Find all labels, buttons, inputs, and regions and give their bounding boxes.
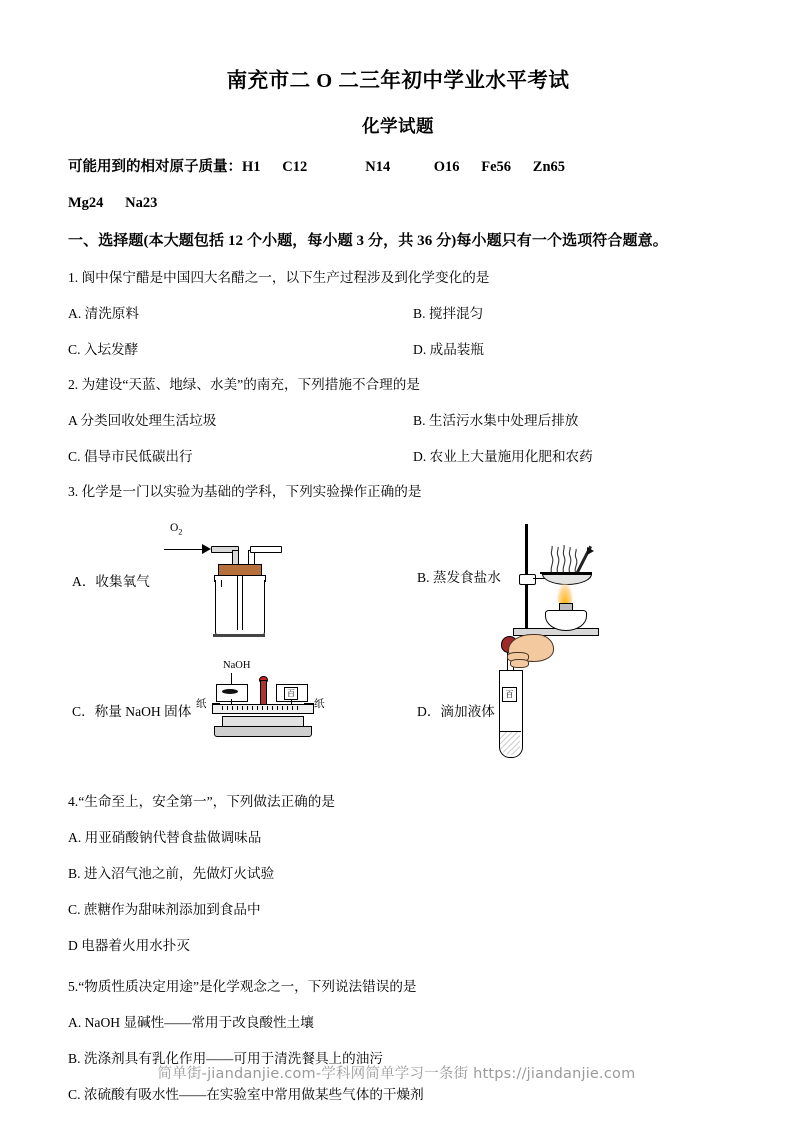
section-header-multiple-choice: 一、选择题(本大题包括 12 个小题，每小题 3 分，共 36 分)每小题只有一个选项符合题意。 — [68, 233, 668, 250]
paper-label-left: 纸 — [196, 698, 207, 710]
finger-icon-2 — [510, 659, 529, 668]
question-3 — [68, 482, 728, 774]
oxygen-collection-apparatus-icon — [164, 522, 296, 640]
o2-gas-label — [170, 522, 182, 536]
question-5-options — [68, 1013, 728, 1104]
atomic-mass-line-2: Mg24 Na23 — [68, 195, 158, 212]
question-1-option-c[interactable]: C. 入坛发酵 — [68, 341, 139, 357]
question-4-option-d[interactable]: D 电器着火用水扑灭 — [68, 937, 190, 953]
o2-symbol: O — [170, 521, 179, 534]
question-1-options-row-2 — [68, 340, 728, 359]
question-2-options-row-2 — [68, 447, 728, 466]
naoh-sample-label: NaOH — [223, 659, 251, 671]
question-4-option-c[interactable]: C. 蔗糖作为甜味剂添加到食品中 — [68, 901, 261, 917]
question-1-option-b[interactable]: B. 搅拌混匀 — [413, 305, 484, 321]
question-1-option-d[interactable]: D. 成品装瓶 — [413, 341, 484, 357]
question-1 — [68, 268, 728, 359]
test-tube-liquid-level-icon — [499, 731, 521, 732]
o2-subscript: 2 — [178, 527, 183, 537]
question-4 — [68, 792, 728, 955]
page-content — [68, 0, 728, 1104]
question-4-option-a[interactable]: A. 用亚硝酸钠代替食盐做调味品 — [68, 829, 262, 845]
stand-clamp-icon — [519, 574, 536, 585]
test-tube-mark-icon: 百 — [502, 687, 517, 702]
outlet-tube-icon — [250, 546, 282, 553]
question-4-stem: 4.“生命至上，安全第一”，下列做法正确的是 — [68, 793, 335, 809]
balance-base-icon — [214, 726, 312, 737]
question-3-stem: 3. 化学是一门以实验为基础的学科，下列实验操作正确的是 — [68, 483, 422, 499]
question-5 — [68, 977, 728, 1104]
question-3-figure-row-1 — [68, 518, 728, 658]
question-2-option-b[interactable]: B. 生活污水集中处理后排放 — [413, 412, 579, 428]
test-tube-liquid-icon — [500, 732, 520, 755]
question-5-stem: 5.“物质性质决定用途”是化学观念之一，下列说法错误的是 — [68, 978, 417, 994]
question-1-option-a[interactable]: A. 清洗原料 — [68, 305, 139, 321]
question-1-stem: 1. 阆中保宁醋是中国四大名醋之一，以下生产过程涉及到化学变化的是 — [68, 269, 490, 285]
question-3-option-b-label[interactable]: B. 蒸发食盐水 — [417, 569, 501, 585]
atomic-mass-line-1: 可能用到的相对原子质量：H1 C12 N14 O16 Fe56 Zn65 — [68, 159, 566, 176]
question-5-option-a[interactable]: A. NaOH 显碱性——常用于改良酸性土壤 — [68, 1014, 314, 1030]
atomic-mass-block — [68, 160, 728, 212]
question-3-option-d-label[interactable]: D．滴加液体 — [417, 703, 495, 719]
question-4-options — [68, 828, 728, 955]
question-3-option-a-label[interactable]: A．收集氧气 — [72, 573, 150, 589]
glass-rod-tip-icon — [587, 547, 594, 555]
bottle-base-icon — [213, 634, 265, 637]
question-2 — [68, 375, 728, 466]
question-5-option-b[interactable]: B. 洗涤剂具有乳化作用——可用于清洗餐具上的油污 — [68, 1050, 383, 1066]
question-3-option-c-label[interactable]: C．称量 NaOH 固体 — [72, 703, 192, 719]
question-2-option-a[interactable]: A 分类回收处理生活垃圾 — [68, 412, 217, 428]
question-2-stem: 2. 为建设“天蓝、地绿、水美”的南充，下列措施不合理的是 — [68, 376, 420, 392]
question-5-option-c[interactable]: C. 浓硫酸有吸水性——在实验室中常用做某些气体的干燥剂 — [68, 1086, 424, 1102]
page-subtitle: 化学试题 — [362, 115, 434, 136]
evaporation-apparatus-icon — [509, 520, 619, 640]
question-4-option-b[interactable]: B. 进入沼气池之前，先做灯火试验 — [68, 865, 275, 881]
balance-weighing-apparatus-icon — [198, 658, 330, 746]
question-1-options-row-1 — [68, 304, 728, 323]
dropper-test-tube-apparatus-icon — [477, 640, 561, 766]
question-3-figures — [68, 518, 728, 774]
question-3-figure-row-2 — [68, 654, 728, 774]
bottle-inner-tube-icon — [237, 576, 243, 630]
flame-icon — [557, 583, 573, 605]
page-title: 南充市二 O 二三年初中学业水平考试 — [226, 70, 570, 92]
balance-scale-marks-icon — [222, 706, 302, 710]
gas-flow-arrow-head — [202, 544, 211, 554]
gas-flow-arrow-line — [164, 549, 204, 550]
question-2-options-row-1 — [68, 411, 728, 430]
paper-label-right: 纸 — [314, 698, 325, 710]
question-2-option-d[interactable]: D. 农业上大量施用化肥和农药 — [413, 448, 593, 464]
weight-block-icon: 百 — [284, 687, 298, 700]
question-2-option-c[interactable]: C. 倡导市民低碳出行 — [68, 448, 193, 464]
naoh-solid-icon — [222, 689, 238, 694]
footer-watermark: 简单街-jiandanjie.com-学科网简单学习一条街 https://jiandanjie.com — [157, 1066, 636, 1082]
bottle-neck-mark-icon — [221, 580, 225, 587]
